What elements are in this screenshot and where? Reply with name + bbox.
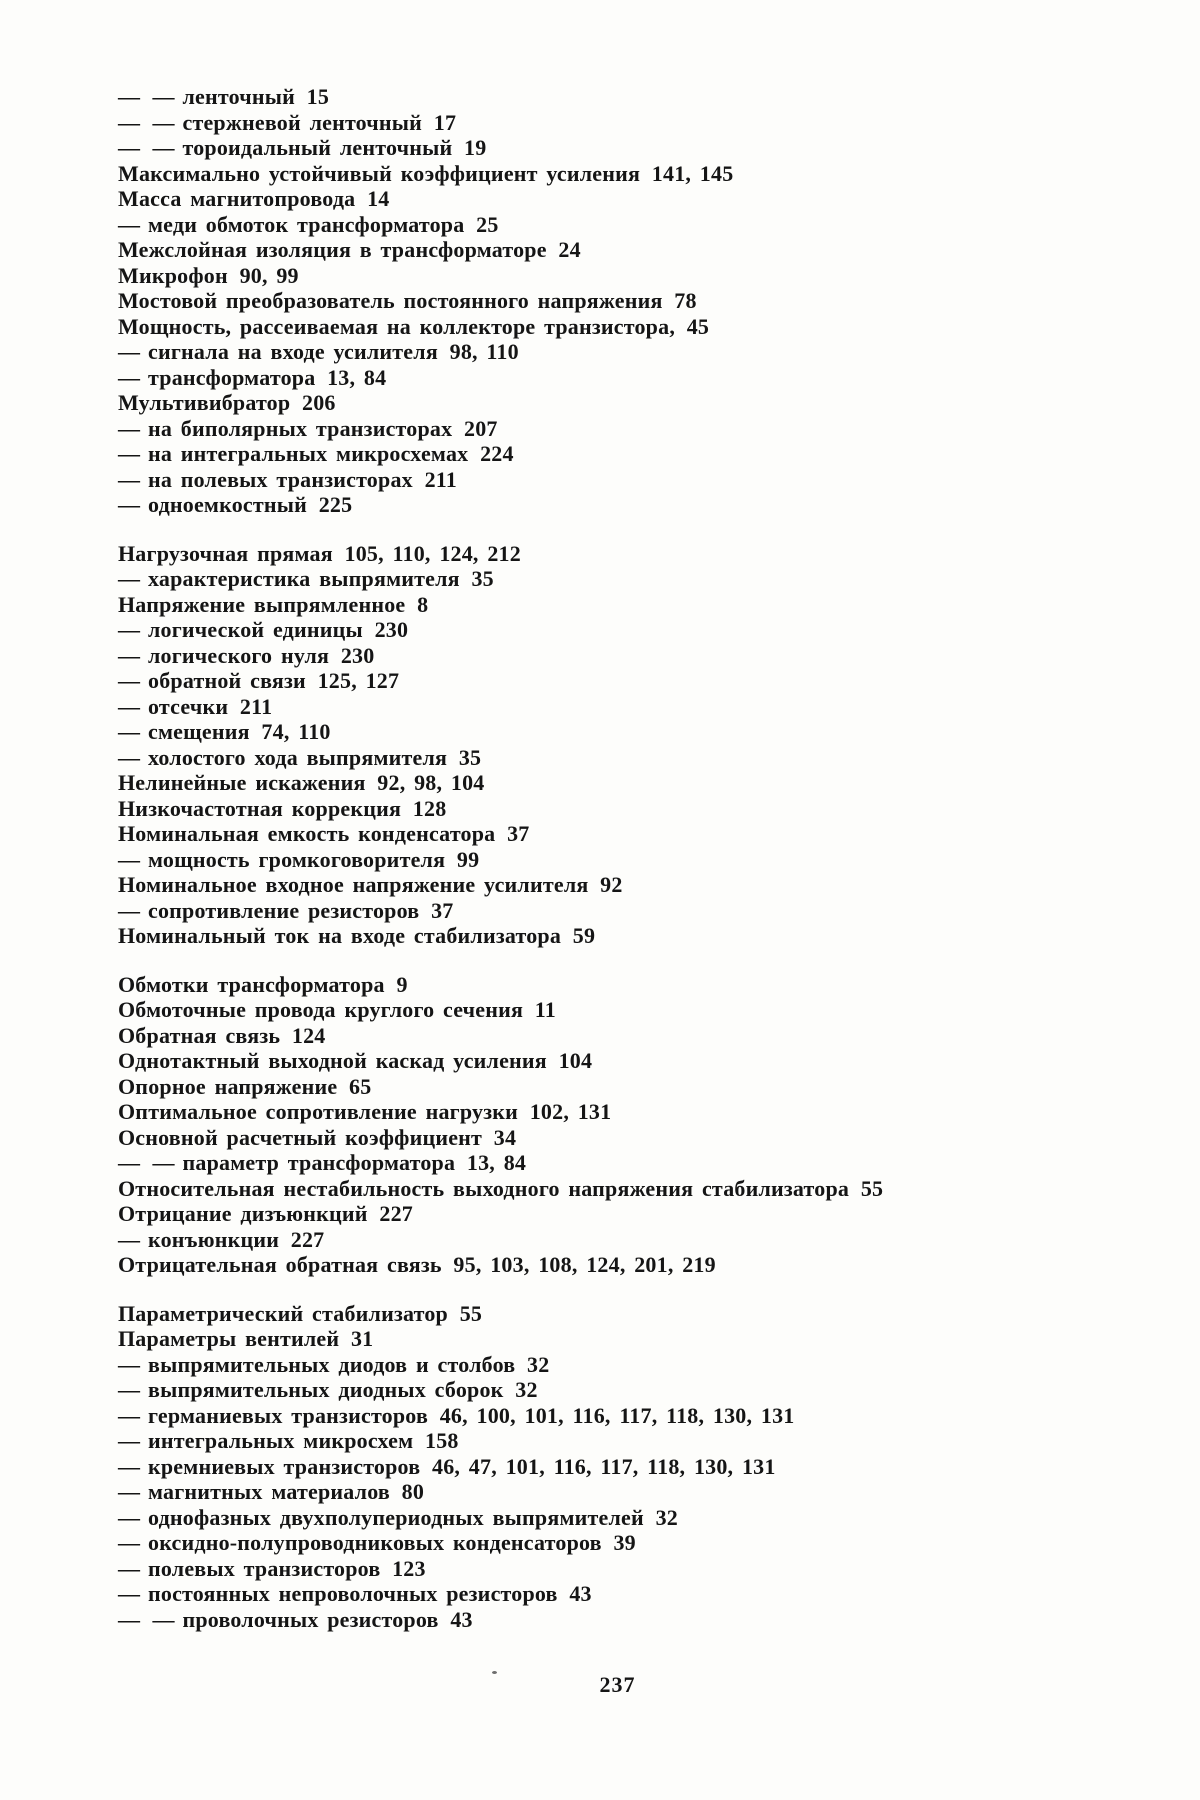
entry-dash-prefix: — [118, 693, 142, 719]
entry-dash-prefix: — [118, 211, 142, 237]
index-entry [118, 668, 1108, 694]
entry-page-numbers: 99 [456, 846, 480, 872]
entry-page-numbers: 78 [674, 288, 697, 313]
index-entry [118, 1099, 1108, 1125]
entry-term: кремниевых транзисторов [148, 1453, 421, 1479]
index-entry [118, 1352, 1108, 1378]
entry-page-numbers: 95, 103, 108, 124, 201, 219 [453, 1252, 716, 1277]
index-entry [118, 1607, 1108, 1633]
index-entry [118, 745, 1108, 771]
entry-term: на биполярных транзисторах [148, 415, 453, 441]
entry-term: смещения [148, 719, 250, 744]
index-section [118, 1301, 1108, 1633]
index-section [118, 541, 1108, 949]
index-entry [118, 1377, 1108, 1403]
index-entry [118, 1201, 1108, 1227]
entry-page-numbers: 11 [534, 997, 556, 1022]
entry-term: Мостовой преобразователь постоянного напряжения [118, 288, 663, 313]
entry-term: обратной связи [148, 668, 306, 693]
index-entry [118, 1326, 1108, 1352]
entry-term: Номинальное входное напряжение усилителя [118, 872, 589, 897]
entry-term: на интегральных микросхемах [148, 441, 469, 466]
index-entry [118, 1150, 1108, 1176]
entry-term: оксидно-полупроводниковых конденсаторов [148, 1530, 602, 1555]
entry-dash-prefix: — [118, 466, 142, 492]
entry-page-numbers: 225 [318, 492, 353, 517]
index-entry [118, 1252, 1108, 1278]
entry-dash-prefix: — [118, 1504, 142, 1530]
entry-term: магнитных материалов [148, 1479, 390, 1504]
index-entry [118, 1227, 1108, 1253]
entry-term: параметр трансформатора [182, 1150, 456, 1175]
entry-term: Обмоточные провода круглого сечения [118, 997, 524, 1022]
entry-page-numbers: 59 [572, 923, 596, 948]
index-entry [118, 1454, 1108, 1480]
entry-page-numbers: 43 [450, 1606, 473, 1632]
entry-term: Нелинейные искажения [118, 770, 366, 795]
entry-term: выпрямительных диодов и столбов [148, 1351, 516, 1377]
entry-term: Однотактный выходной каскад усиления [118, 1048, 547, 1073]
entry-page-numbers: 104 [558, 1048, 593, 1073]
entry-dash-prefix: — [118, 1581, 142, 1606]
entry-page-numbers: 32 [655, 1504, 678, 1530]
index-entry [118, 263, 1108, 289]
entry-page-numbers: 227 [290, 1226, 325, 1252]
entry-term: Нагрузочная прямая [118, 540, 333, 566]
entry-page-numbers: 55 [459, 1300, 483, 1326]
entry-page-numbers: 35 [458, 744, 482, 770]
entry-page-numbers: 211 [424, 466, 457, 492]
entry-page-numbers: 123 [392, 1555, 426, 1581]
index-entry [118, 872, 1108, 898]
page-number: 237 [599, 1672, 636, 1697]
entry-dash-prefix: — [118, 1351, 142, 1377]
entry-page-numbers: 45 [686, 313, 710, 339]
index-entry [118, 997, 1108, 1023]
entry-term: выпрямительных диодных сборок [148, 1377, 504, 1402]
entry-term: германиевых транзисторов [148, 1402, 429, 1428]
entry-term: постоянных непроволочных резисторов [148, 1581, 558, 1606]
entry-page-numbers: 124 [291, 1022, 326, 1048]
index-entry [118, 1428, 1108, 1454]
entry-term: полевых транзисторов [148, 1555, 381, 1581]
entry-dash-prefix: — [118, 415, 142, 441]
entry-dash-prefix: — [118, 846, 142, 872]
index-section [118, 84, 1108, 518]
entry-page-numbers: 230 [374, 617, 409, 642]
index-entry [118, 821, 1108, 847]
entry-page-numbers: 19 [464, 135, 487, 160]
index-entry [118, 1023, 1108, 1049]
entry-page-numbers: 55 [860, 1175, 884, 1201]
entry-term: ленточный [182, 84, 295, 109]
entry-page-numbers: 15 [306, 84, 330, 109]
index-section [118, 972, 1108, 1278]
entry-page-numbers: 98, 110 [449, 339, 519, 364]
entry-term: интегральных микросхем [148, 1428, 414, 1453]
index-entry [118, 566, 1108, 592]
entry-term: трансформатора [148, 364, 316, 390]
entry-page-numbers: 8 [417, 591, 429, 617]
entry-page-numbers: 25 [476, 211, 499, 237]
entry-dash-prefix: — [118, 566, 142, 591]
index-entry [118, 1479, 1108, 1505]
entry-page-numbers: 34 [493, 1124, 517, 1150]
index-entry [118, 390, 1108, 416]
entry-dash-prefix: — [118, 1428, 142, 1453]
entry-dash-prefix: — [118, 1226, 142, 1252]
entry-page-numbers: 158 [425, 1428, 459, 1453]
index-entry [118, 314, 1108, 340]
entry-dash-prefix: — — [118, 1606, 177, 1632]
index-entry [118, 237, 1108, 263]
entry-dash-prefix: — — [118, 109, 177, 135]
index-entry [118, 84, 1108, 110]
index-entry [118, 467, 1108, 493]
entry-page-numbers: 14 [367, 186, 390, 211]
index-entry [118, 1074, 1108, 1100]
entry-term: конъюнкции [148, 1226, 280, 1252]
index-entry [118, 694, 1108, 720]
entry-term: холостого хода выпрямителя [148, 744, 448, 770]
entry-term: сигнала на входе усилителя [148, 339, 438, 364]
entry-term: меди обмоток трансформатора [148, 211, 465, 237]
entry-term: Мощность, рассеиваемая на коллекторе транзистора, [118, 313, 676, 339]
entry-page-numbers: 80 [401, 1479, 425, 1504]
entry-dash-prefix: — [118, 1377, 142, 1402]
entry-page-numbers: 211 [239, 693, 273, 719]
entry-dash-prefix: — [118, 897, 142, 923]
entry-dash-prefix: — [118, 1555, 142, 1581]
entry-term: Относительная нестабильность выходного напряжения стабилизатора [118, 1175, 850, 1201]
entry-page-numbers: 227 [379, 1201, 413, 1226]
entry-page-numbers: 90, 99 [239, 262, 299, 288]
index-entry [118, 719, 1108, 745]
entry-term: отсечки [148, 693, 229, 719]
entry-page-numbers: 37 [431, 897, 454, 923]
entry-page-numbers: 46, 100, 101, 116, 117, 118, 130, 131 [439, 1402, 795, 1428]
entry-page-numbers: 206 [302, 390, 336, 415]
entry-page-numbers: 207 [464, 415, 498, 441]
entry-page-numbers: 102, 131 [529, 1099, 612, 1124]
entry-dash-prefix: — [118, 364, 142, 390]
entry-dash-prefix: — [118, 617, 142, 642]
entry-dash-prefix: — [118, 1453, 142, 1479]
entry-page-numbers: 24 [558, 237, 581, 262]
entry-page-numbers: 31 [350, 1326, 374, 1351]
entry-page-numbers: 74, 110 [261, 719, 331, 744]
entry-dash-prefix: — [118, 668, 142, 693]
index-entry [118, 592, 1108, 618]
index-entry [118, 1048, 1108, 1074]
index-list [118, 84, 1108, 1632]
entry-page-numbers: 105, 110, 124, 212 [344, 540, 521, 566]
entry-dash-prefix: — [118, 339, 142, 364]
index-entry [118, 186, 1108, 212]
entry-term: Номинальный ток на входе стабилизатора [118, 923, 562, 948]
entry-term: Максимально устойчивый коэффициент усиления [118, 160, 641, 186]
index-entry [118, 1505, 1108, 1531]
entry-dash-prefix: — — [118, 135, 177, 160]
entry-dash-prefix: — [118, 719, 142, 744]
entry-dash-prefix: — [118, 642, 142, 668]
entry-term: Оптимальное сопротивление нагрузки [118, 1099, 519, 1124]
index-entry [118, 110, 1108, 136]
index-entry [118, 339, 1108, 365]
index-entry [118, 1176, 1108, 1202]
index-entry [118, 847, 1108, 873]
index-entry [118, 1125, 1108, 1151]
entry-page-numbers: 9 [396, 971, 408, 997]
entry-term: Напряжение выпрямленное [118, 591, 406, 617]
index-entry [118, 492, 1108, 518]
entry-dash-prefix: — [118, 1479, 142, 1504]
index-entry [118, 135, 1108, 161]
entry-term: мощность громкоговорителя [148, 846, 446, 872]
index-entry [118, 1530, 1108, 1556]
entry-dash-prefix: — [118, 744, 142, 770]
index-entry [118, 441, 1108, 467]
index-entry [118, 898, 1108, 924]
entry-page-numbers: 46, 47, 101, 116, 117, 118, 130, 131 [432, 1453, 776, 1479]
entry-page-numbers: 125, 127 [317, 668, 400, 693]
entry-term: Обмотки трансформатора [118, 971, 385, 997]
entry-term: одноемкостный [148, 492, 308, 517]
index-entry [118, 923, 1108, 949]
entry-term: сопротивление резисторов [148, 897, 420, 923]
entry-term: Масса магнитопровода [118, 186, 356, 211]
entry-dash-prefix: — [118, 492, 142, 517]
index-entry [118, 972, 1108, 998]
index-entry [118, 796, 1108, 822]
entry-term: Номинальная емкость конденсатора [118, 821, 496, 846]
index-entry [118, 1403, 1108, 1429]
entry-term: Мультивибратор [118, 390, 291, 415]
entry-page-numbers: 37 [507, 821, 530, 846]
entry-term: Основной расчетный коэффициент [118, 1124, 483, 1150]
entry-page-numbers: 13, 84 [466, 1150, 527, 1175]
index-entry [118, 541, 1108, 567]
entry-page-numbers: 224 [480, 441, 514, 466]
entry-term: Опорное напряжение [118, 1073, 338, 1099]
entry-term: Низкочастотная коррекция [118, 795, 402, 821]
entry-term: проволочных резисторов [182, 1606, 439, 1632]
entry-page-numbers: 92, 98, 104 [377, 770, 485, 795]
entry-page-numbers: 35 [471, 566, 494, 591]
entry-page-numbers: 230 [340, 642, 375, 668]
index-entry [118, 365, 1108, 391]
entry-term: Параметры вентилей [118, 1326, 340, 1351]
entry-dash-prefix: — [118, 1530, 142, 1555]
index-entry [118, 161, 1108, 187]
entry-page-numbers: 17 [433, 109, 457, 135]
index-entry [118, 1556, 1108, 1582]
entry-page-numbers: 13, 84 [327, 364, 387, 390]
entry-term: Микрофон [118, 262, 228, 288]
index-entry [118, 416, 1108, 442]
index-entry [118, 1301, 1108, 1327]
entry-page-numbers: 32 [527, 1351, 550, 1377]
index-entry [118, 288, 1108, 314]
entry-term: Межслойная изоляция в трансформаторе [118, 237, 547, 262]
entry-page-numbers: 65 [349, 1073, 372, 1099]
entry-term: однофазных двухполупериодных выпрямителей [148, 1504, 644, 1530]
entry-term: Отрицательная обратная связь [118, 1252, 442, 1277]
entry-term: Обратная связь [118, 1022, 281, 1048]
entry-term: Параметрический стабилизатор [118, 1300, 448, 1326]
entry-term: тороидальный ленточный [182, 135, 453, 160]
index-entry [118, 1581, 1108, 1607]
entry-page-numbers: 43 [569, 1581, 592, 1606]
entry-page-numbers: 128 [412, 795, 447, 821]
entry-term: Отрицание дизъюнкций [118, 1201, 368, 1226]
entry-page-numbers: 92 [600, 872, 623, 897]
entry-term: характеристика выпрямителя [148, 566, 460, 591]
index-entry [118, 643, 1108, 669]
entry-dash-prefix: — — [118, 1150, 177, 1175]
entry-dash-prefix: — [118, 1402, 142, 1428]
entry-page-numbers: 39 [613, 1530, 636, 1555]
index-entry [118, 212, 1108, 238]
entry-term: логической единицы [148, 617, 363, 642]
entry-page-numbers: 141, 145 [651, 160, 734, 186]
entry-dash-prefix: — [118, 441, 142, 466]
entry-page-numbers: 32 [515, 1377, 538, 1402]
entry-dash-prefix: — — [118, 84, 177, 109]
entry-term: стержневой ленточный [182, 109, 423, 135]
entry-term: на полевых транзисторах [148, 466, 413, 492]
index-entry [118, 770, 1108, 796]
entry-term: логического нуля [148, 642, 330, 668]
index-entry [118, 617, 1108, 643]
